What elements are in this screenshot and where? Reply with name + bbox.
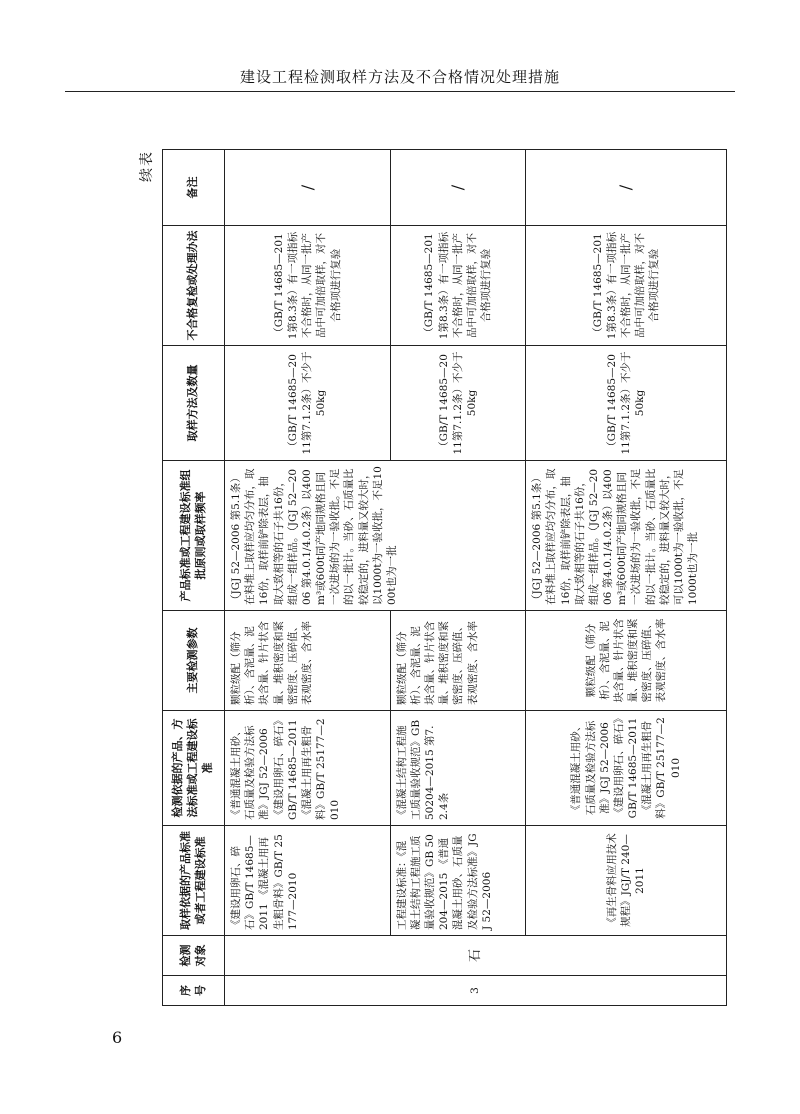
seq-cell: 3	[225, 976, 727, 1006]
sampling-cell: （GB/T 14685—2011第7.1.2条）不少于50kg	[225, 346, 391, 461]
col-header-recheck: 不合格复检或处理办法	[163, 226, 225, 346]
rotated-table-container	[139, 150, 727, 1006]
col-header-params: 主要检测参数	[163, 611, 225, 711]
method-cell: 《普通混凝土用砂、石质量及检验方法标准》JGJ 52—2006 《建设用卵石、碎石》GB/T 14685—2011 《混凝土用再生粗骨料》GB/T 25177—2010	[225, 711, 391, 826]
batch-cell: （JGJ 52—2006 第5.1条）在料堆上取样应均匀分布，取16份，取样前铲除表层，抽取大致相等的石子共16份，组成一组样品。（JGJ 52—2006 第4.0.1/4.0.2条）以400m³或600t同产地同规格且同一次进场的为一验收批。不足的以一批计。当砂、石质量比较稳定的，进料量又较大时，以1000t为一验收批，不足1000t也为一批	[225, 461, 526, 611]
basis-cell: 《建设用卵石、碎石》GB/T 14685—2011 《混凝土用再生粗骨料》GB/T 25177—2010	[225, 826, 391, 936]
basis-cell: 工程建设标准：《混凝土结构工程施工质量验收规范》GB 50204—2015 《普通混凝土用砂、石质量及检验方法标准》JGJ 52—2006	[390, 826, 526, 936]
col-header-seq: 序号	[163, 976, 225, 1006]
col-header-batch: 产品标准或工程建设标准组批原则或取样频率	[163, 461, 225, 611]
continued-label: 续表	[139, 150, 155, 182]
page-header-title: 建设工程检测取样方法及不合格情况处理措施	[239, 68, 560, 86]
sampling-cell: （GB/T 14685—2011第7.1.2条）不少于50kg	[390, 346, 526, 461]
sampling-cell: （GB/T 14685—2011第7.1.2条）不少于50kg	[526, 346, 727, 461]
table-row	[526, 150, 727, 1006]
page-number: 6	[112, 1028, 123, 1047]
note-cell: /	[225, 150, 391, 226]
note-cell: /	[390, 150, 526, 226]
method-cell: 《混凝土结构工程施工质量验收规范》GB 50204—2015 第7.2.4条	[390, 711, 526, 826]
col-header-note: 备注	[163, 150, 225, 226]
basis-cell: 《再生骨料应用技术规程》JGJ/T 240—2011	[526, 826, 727, 936]
method-cell: 《普通混凝土用砂、石质量及检验方法标准》JGJ 52—2006 《建设用卵石、碎石》GB/T 14685—2011 《混凝土用再生粗骨料》GB/T 25177—2010	[526, 711, 727, 826]
params-cell: 颗粒级配（筛分析）、含泥量、泥块含量、针片状含量、堆积密度和紧密密度、压碎值、表观密度、含水率	[526, 611, 727, 711]
recheck-cell: （GB/T 14685—2011第8.3条）有一项指标不合格时，从同一批产品中可加倍取样，对不合格项进行复验	[390, 226, 526, 346]
note-cell: /	[526, 150, 727, 226]
col-header-sampling: 取样方法及数量	[163, 346, 225, 461]
col-header-object: 检测对象	[163, 936, 225, 976]
col-header-method: 检测依据的产品、方法标准或工程建设标准	[163, 711, 225, 826]
batch-cell: （JGJ 52—2006 第5.1条）在料堆上取样应均匀分布，取16份，取样前铲除表层，抽取大致相等的石子共16份，组成一组样品。（JGJ 52—2006 第4.0.1/4.0.2条）以400m³或600t同产地同规格且同一次进场的为一验收批，不足的以一批计。当砂、石质量比较稳定的，进料量又较大时，可以1000t为一验收批，不足1000t也为一批	[526, 461, 727, 611]
recheck-cell: （GB/T 14685—2011第8.3条）有一项指标不合格时，从同一批产品中可加倍取样，对不合格项进行复验	[225, 226, 391, 346]
params-cell: 颗粒级配（筛分析）、含泥量、泥块含量、针片状含量、堆积密度和紧密密度、压碎值、表观密度、含水率	[390, 611, 526, 711]
col-header-basis: 取样依据的产品标准或者工程建设标准	[163, 826, 225, 936]
header-divider	[65, 91, 735, 92]
table-row	[225, 150, 391, 1006]
params-cell: 颗粒级配（筛分析）、含泥量、泥块含量、针片状含量、堆积密度和紧密密度、压碎值、表观密度、含水率	[225, 611, 391, 711]
table-header-row	[163, 150, 225, 1006]
recheck-cell: （GB/T 14685—2011第8.3条）有一项指标不合格时，从同一批产品中可加倍取样，对不合格项进行复验	[526, 226, 727, 346]
sampling-table	[162, 149, 727, 1006]
object-cell: 石	[225, 936, 727, 976]
